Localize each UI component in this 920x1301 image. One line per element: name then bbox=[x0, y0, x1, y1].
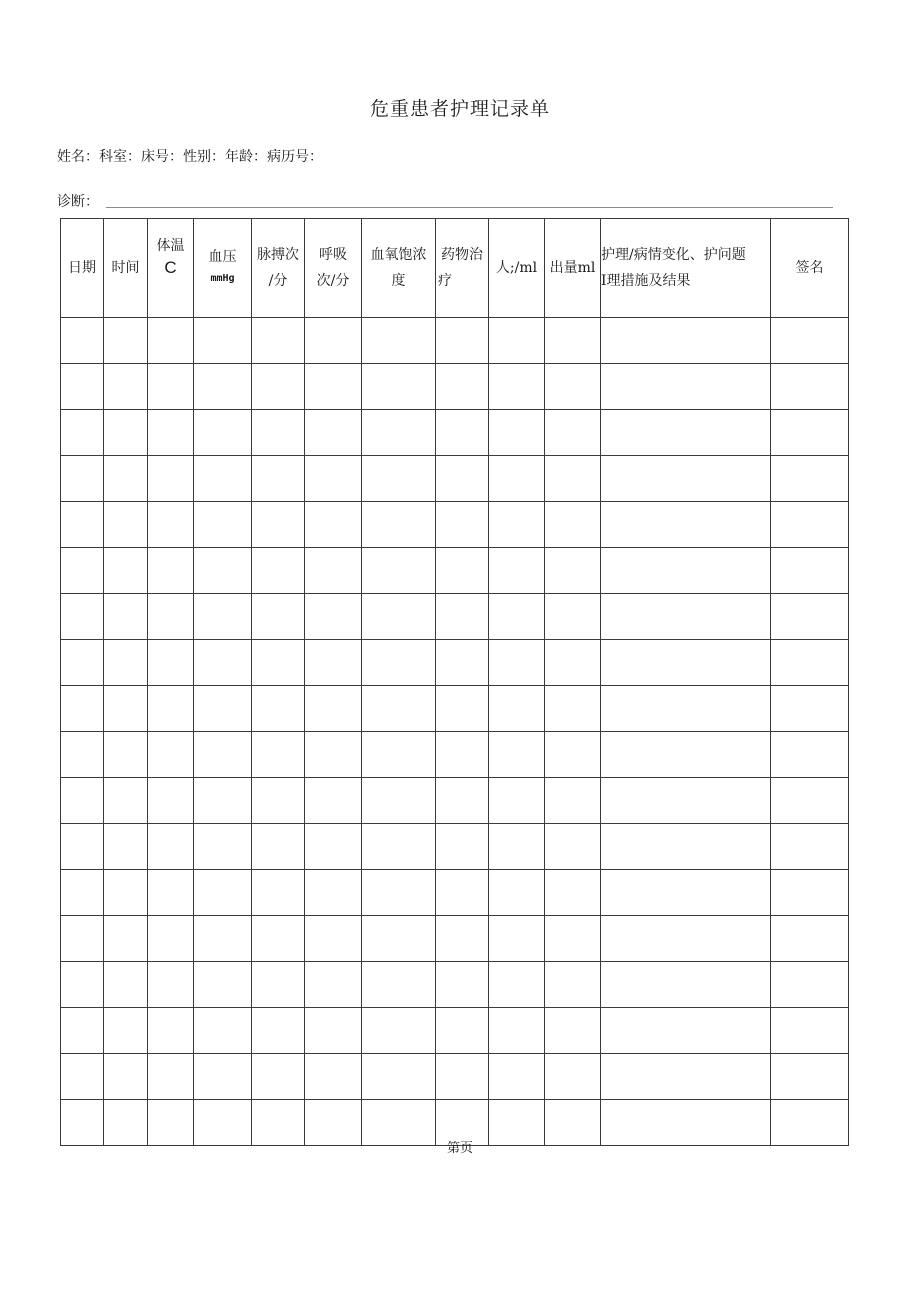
table-cell bbox=[194, 916, 252, 962]
table-cell bbox=[771, 456, 849, 502]
table-cell bbox=[545, 364, 601, 410]
table-cell bbox=[436, 870, 489, 916]
table-cell bbox=[194, 364, 252, 410]
table-cell bbox=[771, 732, 849, 778]
table-cell bbox=[194, 686, 252, 732]
table-cell bbox=[252, 686, 305, 732]
table-cell bbox=[489, 1054, 545, 1100]
table-cell bbox=[489, 870, 545, 916]
table-cell bbox=[771, 594, 849, 640]
table-cell bbox=[61, 732, 104, 778]
table-cell bbox=[194, 962, 252, 1008]
table-cell bbox=[104, 410, 148, 456]
table-cell bbox=[362, 548, 436, 594]
table-cell bbox=[362, 1008, 436, 1054]
table-cell bbox=[489, 318, 545, 364]
table-cell bbox=[194, 318, 252, 364]
table-cell bbox=[771, 1054, 849, 1100]
table-cell bbox=[104, 318, 148, 364]
col-spo2: 血氧饱浓 度 bbox=[362, 219, 436, 318]
table-cell bbox=[305, 548, 362, 594]
table-cell bbox=[194, 548, 252, 594]
table-row bbox=[61, 732, 849, 778]
table-cell bbox=[148, 502, 194, 548]
table-cell bbox=[61, 318, 104, 364]
table-cell bbox=[545, 1054, 601, 1100]
table-cell bbox=[489, 456, 545, 502]
table-cell bbox=[61, 502, 104, 548]
table-cell bbox=[362, 870, 436, 916]
table-row bbox=[61, 364, 849, 410]
table-cell bbox=[545, 410, 601, 456]
table-cell bbox=[61, 594, 104, 640]
col-signature: 签名 bbox=[771, 219, 849, 318]
table-cell bbox=[601, 778, 771, 824]
table-cell bbox=[545, 1008, 601, 1054]
table-cell bbox=[601, 1054, 771, 1100]
table-cell bbox=[436, 548, 489, 594]
table-row bbox=[61, 824, 849, 870]
table-cell bbox=[545, 732, 601, 778]
table-row bbox=[61, 456, 849, 502]
table-cell bbox=[252, 732, 305, 778]
table-row bbox=[61, 778, 849, 824]
table-cell bbox=[362, 824, 436, 870]
patient-info-line: 姓名：科室：床号：性别：年龄：病历号： bbox=[57, 149, 323, 165]
col-nursing-notes: 护理/病情变化、护问题 I理措施及结果 bbox=[601, 219, 771, 318]
table-cell bbox=[104, 778, 148, 824]
table-row bbox=[61, 594, 849, 640]
table-cell bbox=[305, 824, 362, 870]
table-cell bbox=[436, 824, 489, 870]
table-cell bbox=[104, 640, 148, 686]
table-cell bbox=[436, 916, 489, 962]
col-temperature: 体温 C bbox=[148, 219, 194, 318]
table-cell bbox=[61, 916, 104, 962]
table-cell bbox=[148, 318, 194, 364]
table-cell bbox=[104, 548, 148, 594]
table-cell bbox=[771, 916, 849, 962]
table-cell bbox=[305, 962, 362, 1008]
table-cell bbox=[545, 778, 601, 824]
table-cell bbox=[104, 1008, 148, 1054]
table-cell bbox=[545, 502, 601, 548]
table-cell bbox=[148, 548, 194, 594]
table-cell bbox=[771, 410, 849, 456]
table-cell bbox=[104, 456, 148, 502]
table-cell bbox=[104, 364, 148, 410]
table-cell bbox=[362, 318, 436, 364]
table-cell bbox=[362, 594, 436, 640]
table-cell bbox=[601, 456, 771, 502]
table-body bbox=[61, 318, 849, 1146]
table-cell bbox=[362, 686, 436, 732]
table-cell bbox=[489, 778, 545, 824]
table-cell bbox=[436, 640, 489, 686]
table-cell bbox=[305, 410, 362, 456]
table-cell bbox=[148, 962, 194, 1008]
table-cell bbox=[436, 364, 489, 410]
table-cell bbox=[194, 824, 252, 870]
table-cell bbox=[252, 594, 305, 640]
table-cell bbox=[436, 1008, 489, 1054]
table-cell bbox=[252, 548, 305, 594]
table-cell bbox=[545, 962, 601, 1008]
table-cell bbox=[601, 1008, 771, 1054]
table-cell bbox=[148, 732, 194, 778]
table-cell bbox=[305, 594, 362, 640]
table-cell bbox=[489, 824, 545, 870]
col-time: 时间 bbox=[104, 219, 148, 318]
table-cell bbox=[61, 364, 104, 410]
table-cell bbox=[252, 364, 305, 410]
table-cell bbox=[194, 410, 252, 456]
table-cell bbox=[61, 686, 104, 732]
table-cell bbox=[545, 318, 601, 364]
table-cell bbox=[362, 364, 436, 410]
table-cell bbox=[601, 870, 771, 916]
table-cell bbox=[305, 1008, 362, 1054]
table-cell bbox=[305, 916, 362, 962]
table-cell bbox=[104, 502, 148, 548]
table-cell bbox=[252, 1008, 305, 1054]
table-cell bbox=[61, 410, 104, 456]
table-cell bbox=[61, 1054, 104, 1100]
table-cell bbox=[771, 364, 849, 410]
table-cell bbox=[436, 1054, 489, 1100]
table-cell bbox=[148, 410, 194, 456]
table-cell bbox=[194, 778, 252, 824]
table-cell bbox=[545, 594, 601, 640]
table-row bbox=[61, 962, 849, 1008]
table-cell bbox=[489, 640, 545, 686]
table-cell bbox=[362, 962, 436, 1008]
table-cell bbox=[362, 456, 436, 502]
table-row bbox=[61, 1054, 849, 1100]
table-cell bbox=[148, 1008, 194, 1054]
table-cell bbox=[252, 870, 305, 916]
table-cell bbox=[362, 1054, 436, 1100]
table-cell bbox=[489, 410, 545, 456]
table-cell bbox=[771, 824, 849, 870]
table-cell bbox=[362, 640, 436, 686]
col-output: 出量ml bbox=[545, 219, 601, 318]
table-cell bbox=[148, 1054, 194, 1100]
table-cell bbox=[601, 502, 771, 548]
table-cell bbox=[305, 318, 362, 364]
col-blood-pressure: 血压 mmHg bbox=[194, 219, 252, 318]
table-cell bbox=[545, 640, 601, 686]
table-cell bbox=[148, 456, 194, 502]
table-row bbox=[61, 686, 849, 732]
table-cell bbox=[436, 778, 489, 824]
table-cell bbox=[545, 870, 601, 916]
table-cell bbox=[194, 456, 252, 502]
table-row bbox=[61, 502, 849, 548]
table-cell bbox=[436, 502, 489, 548]
table-cell bbox=[436, 962, 489, 1008]
table-cell bbox=[104, 732, 148, 778]
diagnosis-underline bbox=[106, 207, 833, 208]
table-cell bbox=[252, 318, 305, 364]
table-cell bbox=[489, 916, 545, 962]
table-cell bbox=[771, 502, 849, 548]
col-drug-therapy: 药物治 疗 bbox=[436, 219, 489, 318]
table-cell bbox=[305, 502, 362, 548]
table-cell bbox=[771, 870, 849, 916]
table-cell bbox=[61, 778, 104, 824]
table-row bbox=[61, 548, 849, 594]
table-cell bbox=[61, 1008, 104, 1054]
table-cell bbox=[601, 916, 771, 962]
table-cell bbox=[252, 824, 305, 870]
page-title: 危重患者护理记录单 bbox=[369, 98, 550, 120]
col-respiration: 呼吸 次/分 bbox=[305, 219, 362, 318]
table-cell bbox=[148, 916, 194, 962]
table-cell bbox=[148, 824, 194, 870]
table-cell bbox=[104, 870, 148, 916]
table-cell bbox=[362, 916, 436, 962]
table-cell bbox=[148, 686, 194, 732]
table-cell bbox=[545, 916, 601, 962]
table-cell bbox=[436, 594, 489, 640]
table-cell bbox=[194, 1054, 252, 1100]
table-cell bbox=[545, 548, 601, 594]
table-cell bbox=[104, 824, 148, 870]
table-cell bbox=[305, 732, 362, 778]
table-cell bbox=[305, 640, 362, 686]
table-cell bbox=[252, 1054, 305, 1100]
table-cell bbox=[305, 456, 362, 502]
table-cell bbox=[489, 548, 545, 594]
table-cell bbox=[362, 410, 436, 456]
table-cell bbox=[252, 640, 305, 686]
table-row bbox=[61, 870, 849, 916]
table-cell bbox=[148, 640, 194, 686]
table-cell bbox=[545, 824, 601, 870]
table-cell bbox=[362, 778, 436, 824]
table-cell bbox=[436, 410, 489, 456]
table-cell bbox=[436, 456, 489, 502]
table-row bbox=[61, 640, 849, 686]
table-cell bbox=[61, 824, 104, 870]
table-cell bbox=[305, 686, 362, 732]
table-cell bbox=[194, 870, 252, 916]
table-cell bbox=[61, 548, 104, 594]
table-cell bbox=[601, 548, 771, 594]
table-cell bbox=[305, 778, 362, 824]
table-cell bbox=[194, 502, 252, 548]
table-cell bbox=[362, 502, 436, 548]
nursing-record-table bbox=[60, 218, 849, 1146]
table-cell bbox=[436, 732, 489, 778]
table-cell bbox=[104, 1054, 148, 1100]
table-cell bbox=[252, 916, 305, 962]
table-cell bbox=[545, 456, 601, 502]
table-cell bbox=[305, 364, 362, 410]
table-cell bbox=[771, 318, 849, 364]
table-cell bbox=[771, 1008, 849, 1054]
table-cell bbox=[436, 686, 489, 732]
table-cell bbox=[601, 686, 771, 732]
table-cell bbox=[61, 870, 104, 916]
table-cell bbox=[104, 686, 148, 732]
table-cell bbox=[771, 962, 849, 1008]
table-cell bbox=[194, 594, 252, 640]
table-cell bbox=[601, 594, 771, 640]
table-cell bbox=[771, 778, 849, 824]
table-cell bbox=[489, 962, 545, 1008]
diagnosis-label: 诊断： bbox=[57, 194, 99, 210]
table-cell bbox=[104, 916, 148, 962]
table-cell bbox=[601, 732, 771, 778]
table-cell bbox=[489, 364, 545, 410]
table-cell bbox=[601, 824, 771, 870]
table-cell bbox=[489, 502, 545, 548]
table-cell bbox=[436, 318, 489, 364]
table-cell bbox=[771, 548, 849, 594]
table-cell bbox=[545, 686, 601, 732]
table-cell bbox=[252, 962, 305, 1008]
page-number: 第页 bbox=[446, 1141, 473, 1156]
table-header-row bbox=[61, 219, 849, 318]
table-row bbox=[61, 916, 849, 962]
table-cell bbox=[489, 594, 545, 640]
col-pulse: 脉搏次 /分 bbox=[252, 219, 305, 318]
table-cell bbox=[362, 732, 436, 778]
table-cell bbox=[252, 410, 305, 456]
table-cell bbox=[194, 640, 252, 686]
table-cell bbox=[601, 640, 771, 686]
table-cell bbox=[194, 732, 252, 778]
table-cell bbox=[148, 364, 194, 410]
col-date: 日期 bbox=[61, 219, 104, 318]
table-row bbox=[61, 410, 849, 456]
table-cell bbox=[148, 778, 194, 824]
table-cell bbox=[148, 594, 194, 640]
table-cell bbox=[305, 1054, 362, 1100]
table-cell bbox=[489, 1008, 545, 1054]
table-cell bbox=[601, 318, 771, 364]
table-cell bbox=[61, 962, 104, 1008]
table-cell bbox=[771, 640, 849, 686]
table-cell bbox=[61, 640, 104, 686]
table-cell bbox=[489, 686, 545, 732]
table-cell bbox=[252, 778, 305, 824]
table-cell bbox=[252, 502, 305, 548]
table-cell bbox=[104, 962, 148, 1008]
table-cell bbox=[601, 364, 771, 410]
table-cell bbox=[194, 1008, 252, 1054]
table-cell bbox=[771, 686, 849, 732]
table-row bbox=[61, 318, 849, 364]
table-cell bbox=[148, 870, 194, 916]
table-cell bbox=[305, 870, 362, 916]
table-cell bbox=[601, 410, 771, 456]
table-cell bbox=[252, 456, 305, 502]
col-intake: 人;/ml bbox=[489, 219, 545, 318]
table-cell bbox=[61, 456, 104, 502]
table-cell bbox=[601, 962, 771, 1008]
table-cell bbox=[104, 594, 148, 640]
table-row bbox=[61, 1008, 849, 1054]
table-cell bbox=[489, 732, 545, 778]
